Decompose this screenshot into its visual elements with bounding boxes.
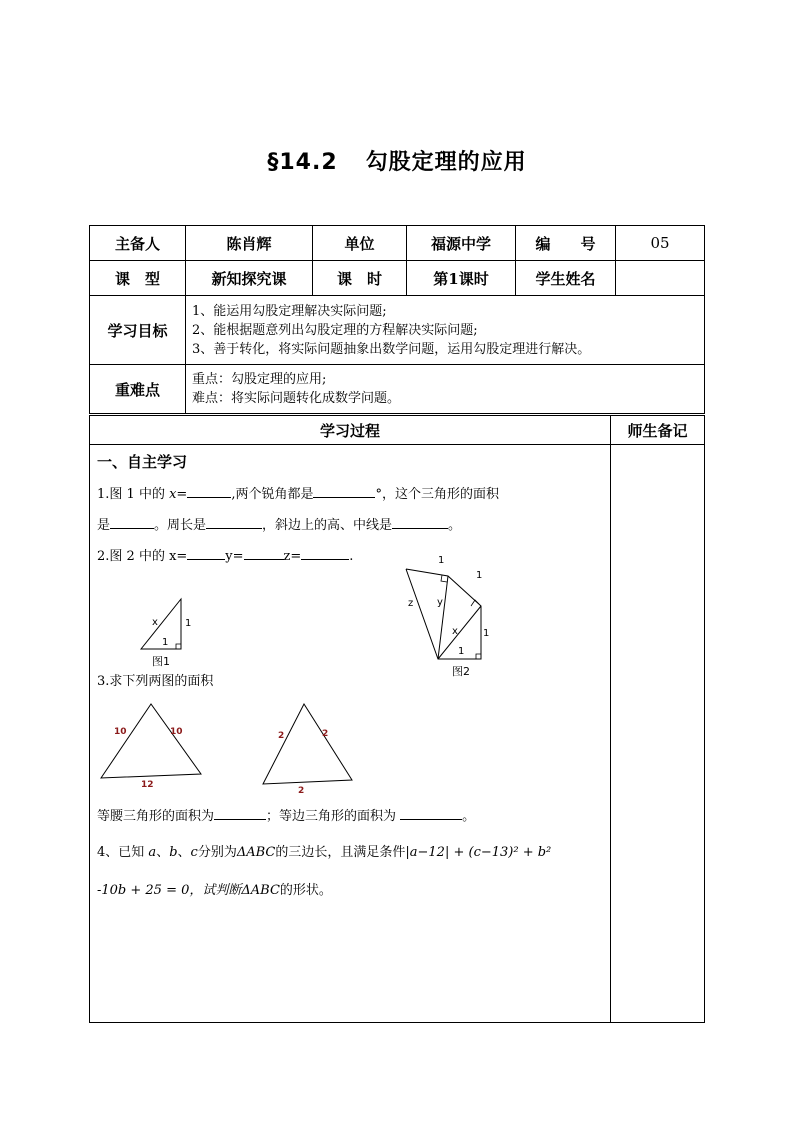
q3-blank-equilateral[interactable] [400, 807, 462, 820]
q3-blank-isosceles[interactable] [214, 807, 266, 820]
q1-blank-angle[interactable] [313, 485, 375, 498]
notes-column-title: 师生备记 [627, 422, 688, 440]
fig2-label-right: 1 [483, 628, 490, 639]
fig2-label-z: z [408, 598, 414, 609]
q3-text: 。 [462, 809, 476, 824]
figure-1-right-triangle [135, 594, 195, 670]
info-row-1 [90, 226, 705, 261]
q1-blank-area[interactable] [110, 516, 154, 529]
fig2-label-top-2: 1 [476, 570, 483, 581]
header-divider [90, 444, 704, 445]
fig2-caption: 图2 [452, 665, 470, 678]
q4-var-c: c [190, 845, 198, 860]
fig3-label-left: 10 [114, 727, 127, 737]
fig4-label-right: 2 [322, 729, 329, 739]
q3-text: ；等边三角形的面积为 [266, 809, 397, 824]
fig4-label-base: 2 [298, 786, 305, 796]
column-divider [610, 416, 611, 1022]
fig2-label-x: x [452, 626, 458, 637]
q1-blank-perimeter[interactable] [206, 516, 262, 529]
goals-row [90, 296, 705, 365]
figure-4-equilateral-triangle [258, 700, 358, 796]
q1-text: ,两个锐角都是 [231, 487, 314, 502]
question-1-line-2 [97, 514, 461, 533]
q2-text: 2.图 2 中的 x= [97, 549, 188, 564]
q4-var-b: b [169, 845, 178, 860]
q1-blank-height[interactable] [392, 516, 448, 529]
fig1-caption: 图1 [152, 655, 170, 668]
fig1-label-x: x [152, 617, 158, 628]
question-4-line-1 [97, 841, 551, 860]
q2-y-label: y= [225, 549, 244, 564]
page-title [0, 145, 794, 176]
q4-text: 4、已知 [97, 845, 145, 860]
q4-var-a: a [148, 845, 157, 860]
section-heading: 一、自主学习 [97, 453, 188, 471]
key-points-label: 重难点 [90, 365, 186, 414]
goal-item: 1、能运用勾股定理解决实际问题; [192, 303, 387, 319]
number-label: 编 号 [516, 226, 616, 261]
q4-equation: -10b + 25 = 0，试判断 [97, 883, 242, 898]
q4-formula: |a−12| + (c−13)² + b² [405, 845, 552, 860]
question-4-line-2 [97, 879, 332, 898]
q2-blank-x[interactable] [187, 547, 225, 560]
q1-text: 。 [448, 518, 462, 533]
preparer-label: 主备人 [90, 226, 186, 261]
key-point-item: 难点：将实际问题转化成数学问题。 [192, 391, 401, 406]
student-name-field[interactable] [616, 261, 705, 296]
figure-2-spiral-triangles [400, 548, 500, 680]
q2-blank-y[interactable] [244, 547, 284, 560]
q4-triangle-name: ΔABC [236, 845, 276, 860]
q1-text: °，这个三角形的面积 [375, 487, 499, 502]
q1-text: 1.图 1 中的 [97, 487, 165, 502]
question-1-line-1 [97, 483, 499, 502]
student-name-label: 学生姓名 [516, 261, 616, 296]
q4-text: 的形状。 [279, 883, 332, 898]
unit-label: 单位 [313, 226, 407, 261]
info-row-2 [90, 261, 705, 296]
question-3: 3.求下列两图的面积 [97, 674, 214, 689]
fig3-label-base: 12 [141, 780, 154, 790]
key-point-item: 重点：勾股定理的应用; [192, 372, 327, 387]
q1-blank-x[interactable] [187, 485, 231, 498]
title-section-number: §14.2 [267, 150, 338, 175]
question-2 [97, 545, 353, 564]
q2-text: . [349, 549, 354, 564]
process-column-title: 学习过程 [319, 422, 380, 440]
fig2-label-y: y [437, 597, 443, 608]
unit-value: 福源中学 [407, 226, 516, 261]
goal-item: 3、善于转化，将实际问题抽象出数学问题，运用勾股定理进行解决。 [192, 341, 591, 357]
fig1-label-side: 1 [185, 618, 192, 629]
q1-x-label: x= [169, 487, 188, 502]
q4-sep: 、 [156, 845, 170, 860]
key-points-row [90, 365, 705, 414]
figure-3-isosceles-triangle [96, 700, 208, 790]
fig2-label-top-1: 1 [438, 555, 445, 566]
goals-label: 学习目标 [90, 296, 186, 365]
q2-blank-z[interactable] [301, 547, 349, 560]
q3-text: 等腰三角形的面积为 [97, 809, 215, 824]
question-3-answer [97, 805, 475, 824]
lesson-type-label: 课 型 [90, 261, 186, 296]
goal-item: 2、能根据题意列出勾股定理的方程解决实际问题; [192, 322, 478, 338]
q1-text: 是 [97, 518, 111, 533]
period-value: 第1课时 [407, 261, 516, 296]
q4-triangle-name: ΔABC [241, 883, 280, 898]
title-text: 勾股定理的应用 [365, 150, 527, 175]
q4-text: 的三边长，且满足条件 [275, 845, 406, 860]
lesson-type-value: 新知探究课 [186, 261, 313, 296]
q1-text: 。周长是 [154, 518, 207, 533]
q2-z-label: z= [283, 549, 302, 564]
period-label: 课 时 [313, 261, 407, 296]
fig4-label-left: 2 [278, 731, 285, 741]
number-value: 05 [616, 226, 705, 261]
q4-sep: 、 [177, 845, 191, 860]
fig3-label-right: 10 [170, 727, 183, 737]
preparer-value: 陈肖辉 [186, 226, 313, 261]
fig2-label-base: 1 [458, 646, 465, 657]
info-table [89, 225, 705, 414]
goals-content [186, 296, 705, 365]
fig1-label-base: 1 [162, 637, 169, 648]
q4-text: 分别为 [197, 845, 237, 860]
q1-text: ，斜边上的高、中线是 [262, 518, 393, 533]
key-points-content [186, 365, 705, 414]
